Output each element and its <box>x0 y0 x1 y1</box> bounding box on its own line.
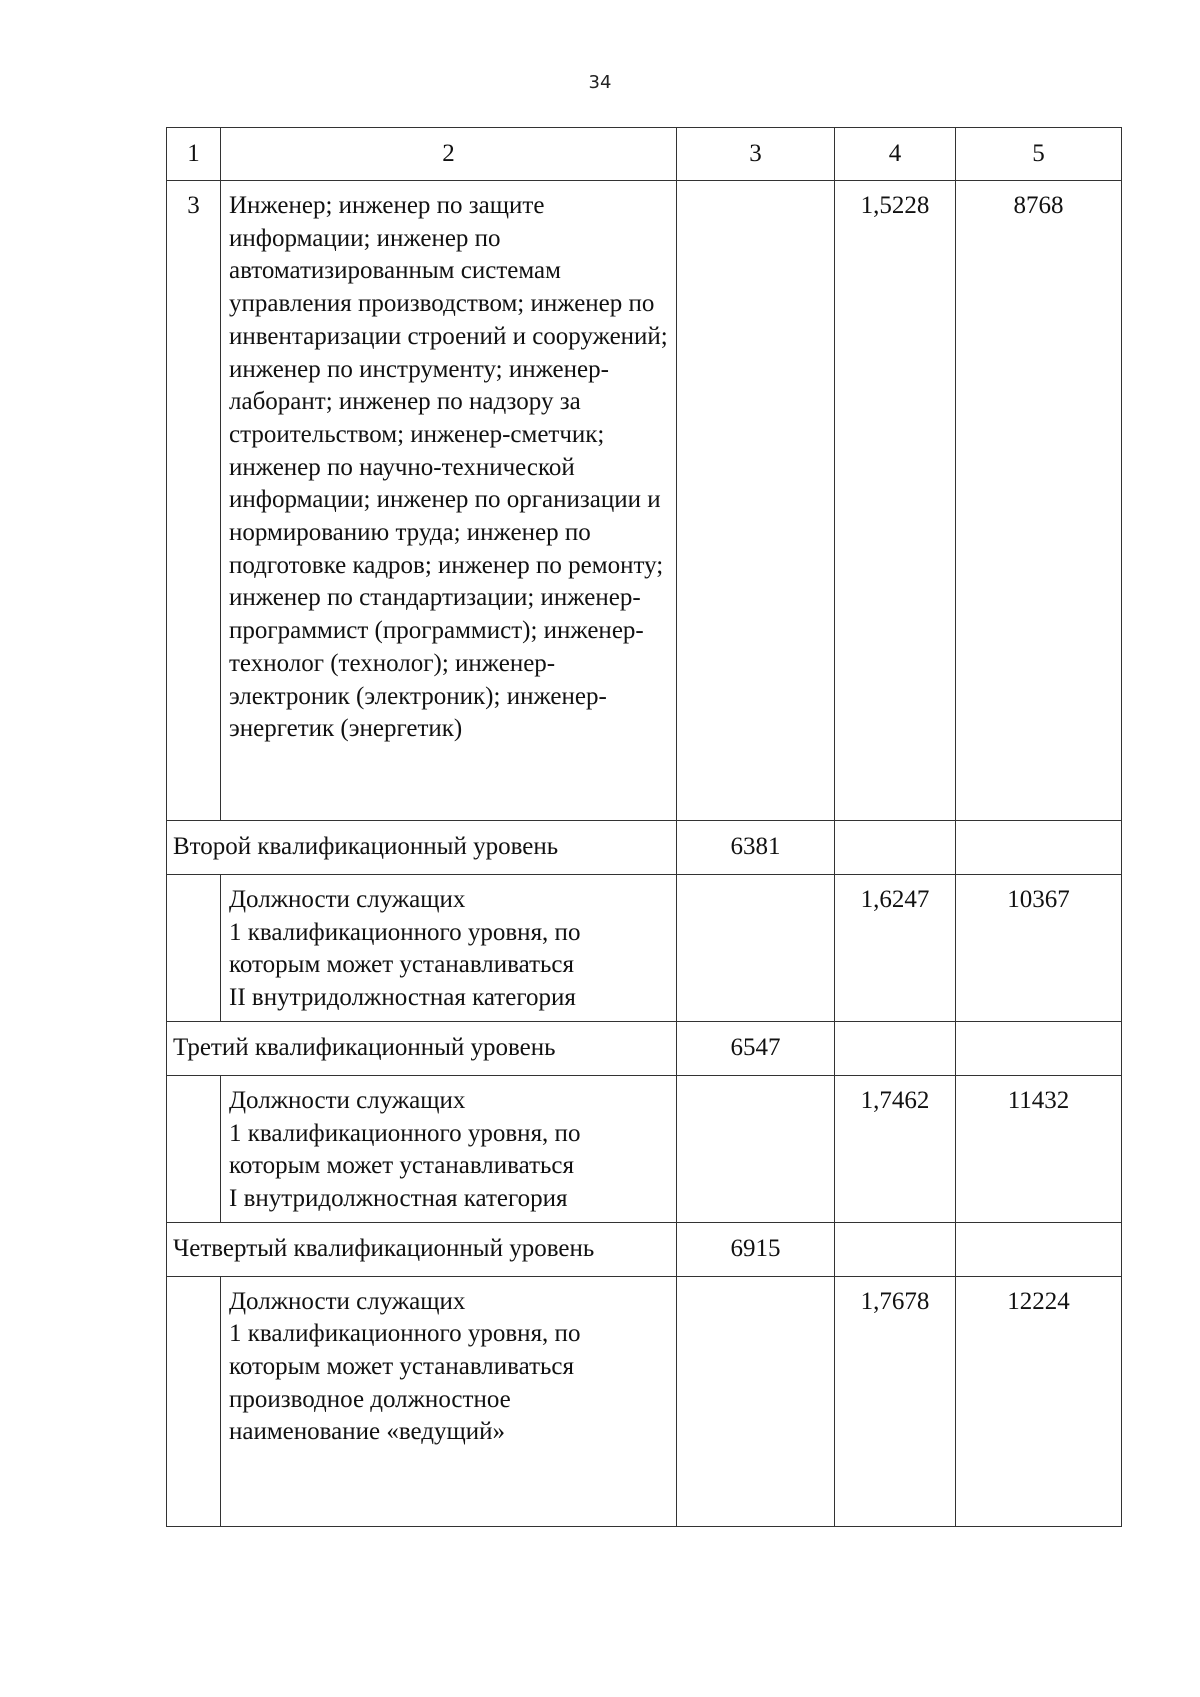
salary: 11432 <box>956 1075 1122 1222</box>
description-line: II внутридолжностная категория <box>229 984 576 1012</box>
level-name: Третий квалификационный уровень <box>167 1021 677 1075</box>
empty-cell <box>677 181 835 821</box>
empty-cell <box>835 821 956 875</box>
description-line: которым может устанавливаться <box>229 951 574 979</box>
empty-cell <box>677 1276 835 1526</box>
description-line: 1 квалификационного уровня, по <box>229 1320 581 1348</box>
coefficient: 1,5228 <box>835 181 956 821</box>
description-line: 1 квалификационного уровня, по <box>229 918 581 946</box>
empty-cell <box>167 875 221 1022</box>
table-row <box>167 1075 1122 1222</box>
level-base-salary: 6381 <box>677 821 835 875</box>
description-line: которым может устанавливаться <box>229 1152 574 1180</box>
position-description <box>221 875 677 1022</box>
level-name: Четвертый квалификационный уровень <box>167 1222 677 1276</box>
salary: 12224 <box>956 1276 1122 1526</box>
level-name: Второй квалификационный уровень <box>167 821 677 875</box>
description-line: которым может устанавливаться <box>229 1353 574 1381</box>
empty-cell <box>956 821 1122 875</box>
level-row-3 <box>167 1021 1122 1075</box>
description-line: Должности служащих <box>229 886 466 913</box>
coefficient: 1,6247 <box>835 875 956 1022</box>
table-row <box>167 1276 1122 1526</box>
coefficient: 1,7462 <box>835 1075 956 1222</box>
empty-cell <box>956 1222 1122 1276</box>
header-cell: 1 <box>167 128 221 181</box>
salary: 10367 <box>956 875 1122 1022</box>
description-line: 1 квалификационного уровня, по <box>229 1119 581 1147</box>
position-description <box>221 1075 677 1222</box>
empty-cell <box>167 1276 221 1526</box>
header-cell: 2 <box>221 128 677 181</box>
page-number: 34 <box>588 72 612 93</box>
header-cell: 5 <box>956 128 1122 181</box>
description-line: Должности служащих <box>229 1287 466 1315</box>
empty-cell <box>835 1021 956 1075</box>
header-cell: 3 <box>677 128 835 181</box>
row-number: 3 <box>167 181 221 821</box>
empty-cell <box>167 1075 221 1222</box>
description-line: I внутридолжностная категория <box>229 1184 568 1212</box>
position-list: Инженер; инженер по защите информации; инженер по автоматизированным системам управления производством; инженер по инвентаризации строений и сооружений; инженер по инструменту; инженер-лаборант; инженер по надзору за строительством; инженер-сметчик; инженер по научно-технической информации; инженер по организации и нормированию труда; инженер по подготовке кадров; инженер по ремонту; инженер по стандартизации; инженер-программист (программист); инженер-технолог (технолог); инженер-электроник (электроник); инженер-энергетик (энергетик) <box>221 181 677 821</box>
salary: 8768 <box>956 181 1122 821</box>
empty-cell <box>956 1021 1122 1075</box>
coefficient: 1,7678 <box>835 1276 956 1526</box>
empty-cell <box>677 1075 835 1222</box>
description-line: Должности служащих <box>229 1086 466 1114</box>
level-base-salary: 6547 <box>677 1021 835 1075</box>
description-line: производное должностное <box>229 1385 511 1413</box>
table-header-row <box>167 128 1122 181</box>
header-cell: 4 <box>835 128 956 181</box>
qualification-table <box>166 127 1122 1527</box>
description-line: наименование «ведущий» <box>229 1418 505 1446</box>
level-base-salary: 6915 <box>677 1222 835 1276</box>
table-row <box>167 181 1122 821</box>
table-row <box>167 875 1122 1022</box>
level-row-4 <box>167 1222 1122 1276</box>
position-description <box>221 1276 677 1526</box>
level-row-2 <box>167 821 1122 875</box>
empty-cell <box>677 875 835 1022</box>
empty-cell <box>835 1222 956 1276</box>
